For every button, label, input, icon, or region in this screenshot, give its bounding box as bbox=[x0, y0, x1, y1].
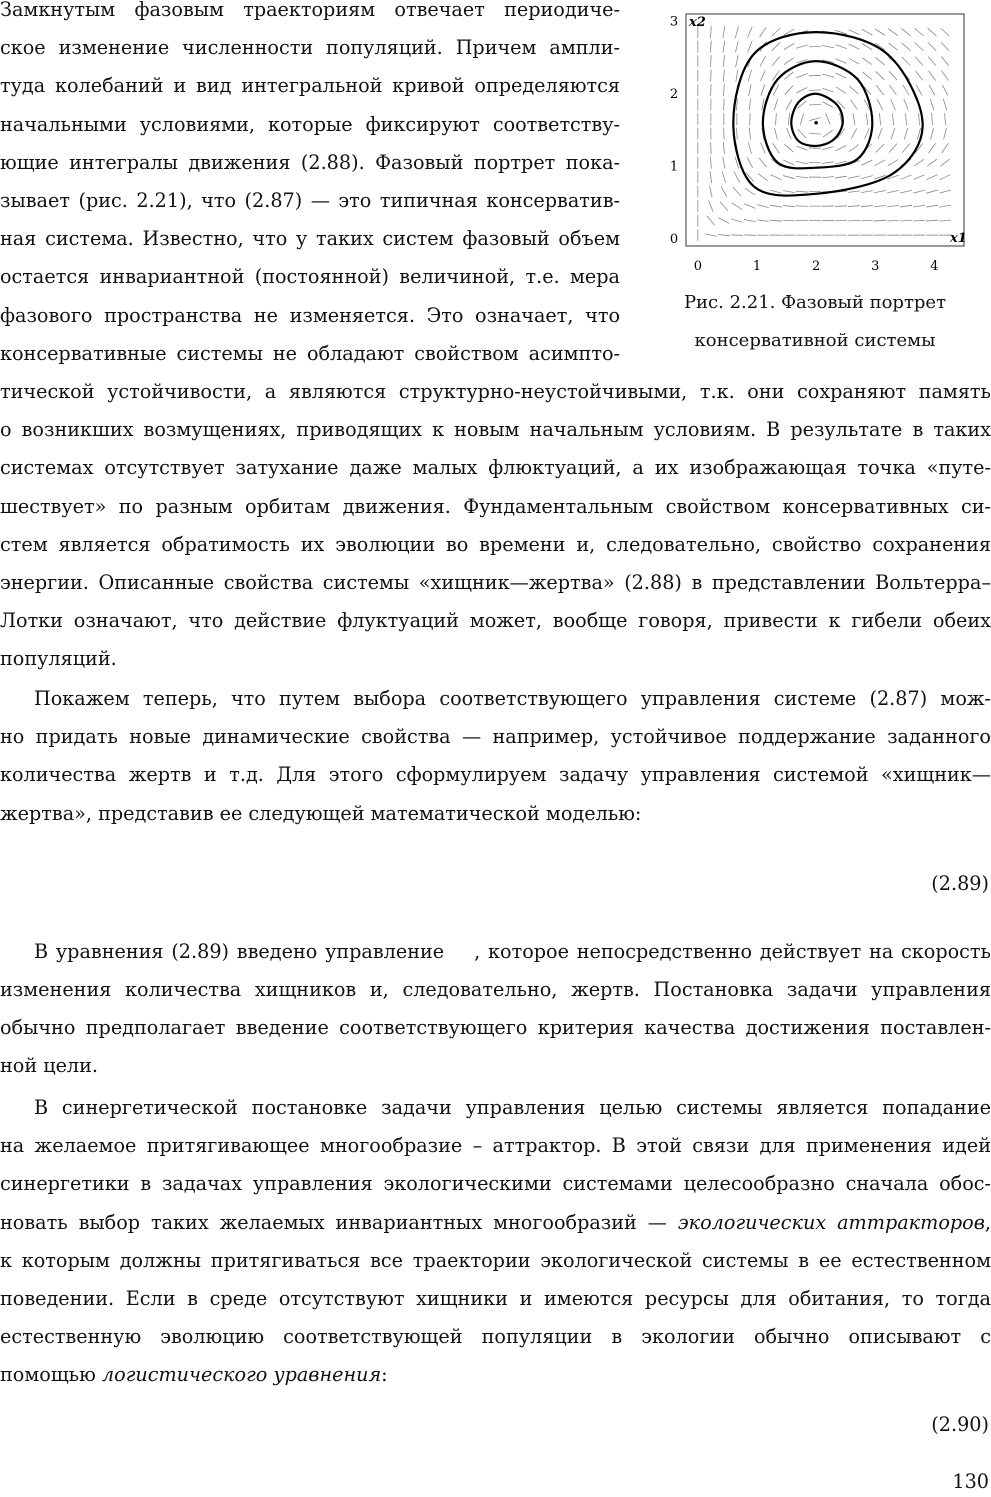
direction-field-arrow bbox=[744, 204, 755, 208]
intro_lines-line: фазового пространства не изменяется. Это означает, что bbox=[0, 303, 620, 327]
direction-field-arrow bbox=[822, 177, 834, 178]
direction-field-arrow bbox=[784, 44, 794, 50]
direction-field-arrow bbox=[929, 71, 936, 81]
direction-field-arrow bbox=[878, 128, 882, 139]
direction-field-arrow bbox=[913, 205, 925, 207]
direction-field-arrow bbox=[788, 113, 790, 125]
direction-field-arrow bbox=[849, 44, 860, 49]
intro_lines-line: Замкнутым фазовым траекториям отвечает периодиче- bbox=[0, 0, 620, 21]
direction-field-arrow bbox=[809, 133, 821, 134]
direction-field-arrow bbox=[774, 128, 777, 140]
direction-field-arrow bbox=[822, 74, 834, 77]
direction-field-arrow bbox=[887, 220, 899, 221]
direction-field-arrow bbox=[848, 191, 860, 193]
direction-field-arrow bbox=[861, 191, 873, 193]
page-number: 130 bbox=[952, 1470, 989, 1493]
direction-field-arrow bbox=[890, 85, 897, 95]
para4-l8-text: помощью bbox=[0, 1363, 96, 1386]
intro_lines-line: ная система. Известно, что у таких систем фазовый объем bbox=[0, 227, 620, 251]
direction-field-arrow bbox=[705, 234, 717, 236]
direction-field-arrow bbox=[865, 128, 870, 139]
direction-field-arrow bbox=[770, 175, 781, 180]
wide_lines-line: популяций. bbox=[0, 647, 117, 671]
direction-field-arrow bbox=[892, 113, 893, 125]
equation-number-2-90: (2.90) bbox=[931, 1413, 989, 1436]
direction-field-arrow bbox=[862, 58, 872, 65]
direction-field-arrow bbox=[735, 41, 738, 53]
direction-field-arrow bbox=[862, 29, 873, 35]
direction-field-arrow bbox=[906, 113, 907, 125]
direction-field-arrow bbox=[809, 104, 821, 105]
direction-field-arrow bbox=[721, 186, 726, 197]
direction-field-arrow bbox=[735, 26, 738, 38]
para4-l4-comma: , bbox=[984, 1211, 991, 1234]
direction-field-arrow bbox=[760, 56, 766, 67]
direction-field-arrow bbox=[823, 102, 834, 108]
direction-field-arrow bbox=[929, 143, 936, 153]
direction-field-arrow bbox=[940, 159, 949, 166]
direction-field-arrow bbox=[877, 99, 882, 110]
direction-field-arrow bbox=[736, 99, 737, 111]
para3_lines-line: изменения количества хищников и, следовательно, жертв. Постановка задачи управления bbox=[0, 978, 991, 1001]
direction-field-arrow bbox=[800, 113, 803, 125]
direction-field-arrow bbox=[904, 128, 907, 139]
direction-field-arrow bbox=[942, 143, 949, 153]
direction-field-arrow bbox=[902, 57, 911, 65]
direction-field-arrow bbox=[772, 42, 780, 51]
direction-field-arrow bbox=[891, 128, 895, 139]
direction-field-arrow bbox=[731, 219, 742, 222]
para4_more-line: к которым должны притягиваться все траектории экологической системы в ее естественном bbox=[0, 1249, 991, 1272]
direction-field-arrow bbox=[770, 190, 782, 193]
direction-field-arrow bbox=[942, 85, 948, 96]
y-tick-label: 0 bbox=[669, 231, 679, 247]
direction-field-arrow bbox=[900, 175, 911, 179]
direction-field-arrow bbox=[866, 113, 867, 125]
y-axis-label: x2 bbox=[689, 15, 706, 30]
direction-field-arrow bbox=[774, 99, 778, 110]
direction-field-arrow bbox=[874, 190, 886, 192]
direction-field-arrow bbox=[798, 129, 806, 138]
direction-field-arrow bbox=[723, 70, 724, 82]
direction-field-arrow bbox=[772, 28, 781, 36]
x-axis-label: x1 bbox=[950, 231, 967, 246]
direction-field-arrow bbox=[836, 145, 847, 150]
wide_lines-line: Лотки означают, что действие флуктуаций может, вообще говоря, привести к гибели обеих bbox=[0, 609, 991, 633]
direction-field-arrow bbox=[718, 235, 730, 236]
direction-field-arrow bbox=[876, 71, 885, 79]
direction-field-arrow bbox=[796, 146, 807, 150]
direction-field-arrow bbox=[770, 205, 782, 207]
direction-field-arrow bbox=[796, 176, 808, 177]
direction-field-arrow bbox=[927, 159, 937, 166]
direction-field-arrow bbox=[783, 191, 795, 193]
wide_lines-line: тической устойчивости, а являются структурно-неустойчивыми, т.к. они сохраняют память bbox=[0, 380, 991, 403]
direction-field-arrow bbox=[943, 99, 947, 110]
direction-field-arrow bbox=[724, 99, 725, 111]
direction-field-arrow bbox=[822, 88, 833, 92]
direction-field-arrow bbox=[849, 145, 859, 152]
phase-portrait-plot bbox=[662, 8, 972, 274]
direction-field-arrow bbox=[770, 220, 782, 221]
direction-field-arrow bbox=[915, 57, 923, 66]
direction-field-arrow bbox=[849, 86, 858, 94]
direction-field-arrow bbox=[902, 143, 910, 152]
direction-field-arrow bbox=[928, 28, 937, 36]
direction-field-arrow bbox=[887, 190, 899, 193]
direction-field-arrow bbox=[891, 99, 896, 110]
direction-field-arrow bbox=[875, 160, 886, 166]
direction-field-arrow bbox=[848, 206, 860, 207]
intro_lines-line: начальными условиями, которые фиксируют соответству- bbox=[0, 112, 620, 136]
y-tick-label: 2 bbox=[669, 86, 679, 102]
direction-field-arrow bbox=[796, 45, 808, 48]
direction-field-arrow bbox=[887, 205, 899, 206]
direction-field-arrow bbox=[926, 190, 938, 193]
direction-field-arrow bbox=[836, 87, 846, 93]
para2_lines-line: Покажем теперь, что путем выбора соответствующего управления системе (2.87) мож- bbox=[34, 687, 991, 710]
direction-field-arrow bbox=[783, 160, 794, 165]
direction-field-arrow bbox=[945, 113, 946, 125]
direction-field-arrow bbox=[903, 85, 909, 95]
direction-field-arrow bbox=[941, 57, 949, 66]
direction-field-arrow bbox=[876, 144, 884, 152]
direction-field-arrow bbox=[889, 71, 897, 80]
direction-field-arrow bbox=[783, 206, 795, 207]
direction-field-arrow bbox=[758, 174, 768, 181]
direction-field-arrow bbox=[711, 55, 712, 67]
direction-field-arrow bbox=[748, 27, 753, 38]
direction-field-arrow bbox=[914, 175, 925, 180]
x-tick-label: 2 bbox=[811, 259, 821, 274]
direction-field-arrow bbox=[835, 45, 846, 49]
y-tick-label: 1 bbox=[669, 159, 679, 175]
figure-caption-line1: Рис. 2.21. Фазовый портрет bbox=[683, 292, 947, 313]
direction-field-arrow bbox=[757, 205, 769, 208]
y-tick-label: 3 bbox=[669, 14, 679, 30]
direction-field-arrow bbox=[797, 87, 808, 92]
para4-line-4 bbox=[0, 1211, 991, 1235]
direction-field-arrow bbox=[848, 176, 860, 179]
direction-field-arrow bbox=[723, 41, 725, 53]
direction-field-arrow bbox=[835, 59, 846, 63]
direction-field-arrow bbox=[889, 144, 897, 153]
direction-field-arrow bbox=[772, 57, 780, 66]
para3_lines-line: обычно предполагает введение соответствующего критерия качества достижения поставлен- bbox=[0, 1016, 991, 1040]
direction-field-arrow bbox=[736, 70, 738, 82]
direction-field-arrow bbox=[913, 190, 925, 193]
direction-field-arrow bbox=[707, 216, 715, 225]
para2_lines-line: количества жертв и т.д. Для этого сформулируем задачу управления системой «хищник— bbox=[0, 763, 991, 787]
direction-field-arrow bbox=[876, 85, 883, 94]
equation-number-2-89: (2.89) bbox=[931, 872, 989, 895]
direction-field-arrow bbox=[835, 176, 847, 178]
direction-field-arrow bbox=[720, 202, 728, 211]
intro_lines-line: ское изменение численности популяций. Причем ампли- bbox=[0, 36, 620, 60]
direction-field-arrow bbox=[939, 220, 951, 221]
direction-field-arrow bbox=[723, 157, 725, 169]
para3_lines-line: ной цели. bbox=[0, 1054, 98, 1078]
direction-field-arrow bbox=[916, 85, 922, 95]
direction-field-arrow bbox=[823, 130, 833, 137]
intro_lines-line: остается инвариантной (постоянной) величиной, т.е. мера bbox=[0, 265, 620, 289]
direction-field-arrow bbox=[900, 220, 912, 221]
direction-field-arrow bbox=[745, 188, 755, 195]
direction-field-arrow bbox=[853, 113, 855, 125]
direction-field-arrow bbox=[796, 74, 807, 78]
direction-field-arrow bbox=[851, 100, 858, 110]
direction-field-arrow bbox=[861, 220, 873, 221]
direction-field-arrow bbox=[787, 128, 792, 139]
direction-field-arrow bbox=[915, 71, 922, 80]
para4_lines-line: В синергетической постановке задачи управления целью системы является попадание bbox=[34, 1096, 991, 1119]
para3-text-a: В уравнения (2.89) введено управление bbox=[34, 940, 445, 963]
direction-field-arrow bbox=[874, 205, 886, 206]
direction-field-arrow bbox=[851, 128, 857, 139]
direction-field-arrow bbox=[783, 176, 795, 179]
direction-field-arrow bbox=[913, 220, 925, 221]
para3-line-1 bbox=[0, 940, 991, 964]
direction-field-arrow bbox=[723, 142, 724, 154]
direction-field-arrow bbox=[796, 206, 808, 207]
direction-field-arrow bbox=[926, 205, 938, 207]
direction-field-arrow bbox=[836, 73, 847, 78]
direction-field-arrow bbox=[940, 175, 951, 180]
direction-field-arrow bbox=[710, 171, 712, 183]
direction-field-arrow bbox=[879, 113, 880, 125]
direction-field-arrow bbox=[926, 220, 938, 221]
direction-field-arrow bbox=[784, 58, 794, 65]
direction-field-arrow bbox=[734, 172, 740, 183]
intro_lines-line: зывает (рис. 2.21), что (2.87) — это типичная консерватив- bbox=[0, 189, 620, 212]
direction-field-arrow bbox=[928, 42, 936, 50]
wide_lines-line: шествует» по разным орбитам движения. Фундаментальным свойством консервативных си- bbox=[0, 494, 991, 518]
direction-field-arrow bbox=[944, 128, 947, 140]
para2_lines-line: жертва», представив ее следующей математической моделью: bbox=[0, 801, 642, 825]
ecological-attractors-term: экологических аттракторов bbox=[677, 1211, 985, 1234]
logistic-equation-term: логистического уравнения bbox=[101, 1363, 382, 1386]
direction-field-arrow bbox=[733, 187, 741, 196]
direction-field-arrow bbox=[783, 220, 795, 221]
direction-field-arrow bbox=[732, 203, 742, 209]
para4-l8-colon: : bbox=[381, 1363, 388, 1386]
figure-caption-line2: консервативной системы bbox=[694, 330, 936, 351]
direction-field-arrow bbox=[736, 128, 737, 140]
direction-field-arrow bbox=[748, 70, 751, 82]
direction-field-arrow bbox=[749, 84, 752, 96]
direction-field-arrow bbox=[900, 205, 912, 207]
direction-field-arrow bbox=[786, 99, 792, 109]
direction-field-arrow bbox=[747, 157, 752, 168]
orbit-3 bbox=[733, 32, 922, 195]
direction-field-arrow bbox=[757, 220, 769, 221]
wide_lines-line: энергии. Описанные свойства системы «хищник—жертва» (2.88) в представлении Вольтерра– bbox=[0, 571, 991, 594]
direction-field-arrow bbox=[822, 46, 834, 48]
direction-field-arrow bbox=[939, 205, 951, 207]
direction-field-arrow bbox=[736, 55, 739, 67]
direction-field-arrow bbox=[932, 113, 933, 125]
direction-field-arrow bbox=[875, 57, 884, 65]
x-tick-label: 4 bbox=[930, 259, 939, 274]
x-tick-label: 1 bbox=[752, 259, 762, 274]
para2_lines-line: но придать новые динамические свойства — например, устойчивое поддержание заданного bbox=[0, 725, 991, 749]
direction-field-arrow bbox=[723, 26, 725, 38]
direction-field-arrow bbox=[919, 113, 920, 125]
direction-field-arrow bbox=[744, 220, 756, 222]
direction-field-arrow bbox=[904, 99, 908, 110]
direction-field-arrow bbox=[901, 28, 910, 35]
direction-field-arrow bbox=[888, 160, 898, 166]
direction-field-arrow bbox=[939, 190, 951, 193]
wide_lines-line: стем является обратимость их эволюции во времени и, следовательно, свойство сохранения bbox=[0, 532, 991, 556]
direction-field-arrow bbox=[760, 27, 767, 37]
orbit-1 bbox=[791, 94, 843, 146]
direction-field-arrow bbox=[915, 43, 924, 51]
direction-field-arrow bbox=[931, 128, 934, 140]
para4_lines-line: синергетики в задачах управления экологическими системами целесообразно сначала обос- bbox=[0, 1172, 991, 1196]
direction-field-arrow bbox=[748, 41, 752, 52]
direction-field-arrow bbox=[941, 42, 949, 51]
equilibrium-point bbox=[814, 121, 818, 125]
x-tick-label: 0 bbox=[693, 259, 702, 274]
phase-portrait-figure bbox=[662, 8, 972, 274]
direction-field-arrow bbox=[835, 206, 847, 207]
wide_lines-line: системах отсутствует затухание даже малых флюктуаций, а их изображающая точка «путе- bbox=[0, 456, 991, 480]
para4-line-8 bbox=[0, 1363, 991, 1387]
direction-field-arrow bbox=[888, 43, 897, 50]
direction-field-arrow bbox=[809, 118, 821, 121]
wide_lines-line: о возникших возмущениях, приводящих к новым начальным условиям. В результате в таких bbox=[0, 418, 991, 442]
direction-field-arrow bbox=[711, 70, 712, 82]
direction-field-arrow bbox=[710, 186, 713, 198]
direction-field-arrow bbox=[760, 70, 765, 81]
intro_lines-line: консервативные системы не обладают свойством асимпто- bbox=[0, 341, 620, 365]
direction-field-arrow bbox=[710, 157, 711, 169]
direction-field-arrow bbox=[710, 41, 711, 53]
direction-field-arrow bbox=[929, 85, 935, 95]
direction-field-arrow bbox=[719, 218, 730, 224]
direction-field-arrow bbox=[861, 176, 873, 179]
direction-field-arrow bbox=[861, 206, 873, 207]
para3-text-b: , которое непосредственно действует на скорость bbox=[474, 940, 991, 963]
direction-field-arrow bbox=[942, 71, 949, 81]
direction-field-arrow bbox=[822, 147, 834, 150]
intro_lines-line: туда колебаний и вид интегральной кривой определяются bbox=[0, 74, 620, 98]
direction-field-arrow bbox=[761, 84, 765, 95]
direction-field-arrow bbox=[862, 72, 871, 80]
direction-field-arrow bbox=[749, 128, 750, 140]
direction-field-arrow bbox=[748, 142, 751, 154]
direction-field-arrow bbox=[711, 142, 712, 154]
direction-field-arrow bbox=[914, 159, 924, 166]
direction-field-arrow bbox=[796, 161, 808, 163]
para4_lines-line: на желаемое притягивающее многообразие – аттрактор. В этой связи для применения идей bbox=[0, 1134, 991, 1158]
direction-field-arrow bbox=[784, 144, 793, 152]
direction-field-arrow bbox=[900, 190, 912, 193]
direction-field-arrow bbox=[731, 235, 743, 236]
direction-field-arrow bbox=[848, 30, 859, 35]
direction-field-arrow bbox=[785, 86, 793, 95]
direction-field-arrow bbox=[773, 143, 780, 153]
direction-field-arrow bbox=[709, 201, 713, 212]
direction-field-arrow bbox=[930, 99, 934, 110]
direction-field-arrow bbox=[761, 143, 766, 154]
direction-field-arrow bbox=[927, 175, 938, 180]
direction-field-arrow bbox=[849, 58, 859, 64]
direction-field-arrow bbox=[826, 114, 831, 125]
direction-field-arrow bbox=[710, 26, 711, 38]
direction-field-arrow bbox=[723, 84, 724, 96]
direction-field-arrow bbox=[902, 43, 911, 51]
direction-field-arrow bbox=[928, 57, 936, 66]
direction-field-arrow bbox=[874, 220, 886, 221]
intro_lines-line: ющие интегралы движения (2.88). Фазовый портрет пока- bbox=[0, 150, 620, 174]
direction-field-arrow bbox=[914, 28, 923, 36]
x-tick-label: 3 bbox=[871, 259, 880, 274]
para4_more-line: естественную эволюцию соответствующей популяции в экологии обычно описывают с bbox=[0, 1325, 991, 1349]
direction-field-arrow bbox=[862, 160, 873, 165]
orbit-2 bbox=[763, 61, 872, 168]
direction-field-arrow bbox=[941, 28, 950, 36]
para4-l4-text: новать выбор таких желаемых инвариантных многообразий — bbox=[0, 1211, 667, 1234]
direction-field-arrow bbox=[775, 113, 776, 125]
direction-field-arrow bbox=[723, 55, 724, 67]
direction-field-arrow bbox=[796, 191, 808, 192]
direction-field-arrow bbox=[875, 29, 885, 35]
direction-field-arrow bbox=[749, 99, 751, 111]
direction-field-arrow bbox=[722, 171, 726, 182]
direction-field-arrow bbox=[759, 158, 766, 167]
para4_more-line: поведении. Если в среде отсутствуют хищники и имеются ресурсы для обитания, то тогда bbox=[0, 1287, 991, 1311]
direction-field-arrow bbox=[822, 162, 834, 164]
direction-field-arrow bbox=[888, 29, 898, 36]
